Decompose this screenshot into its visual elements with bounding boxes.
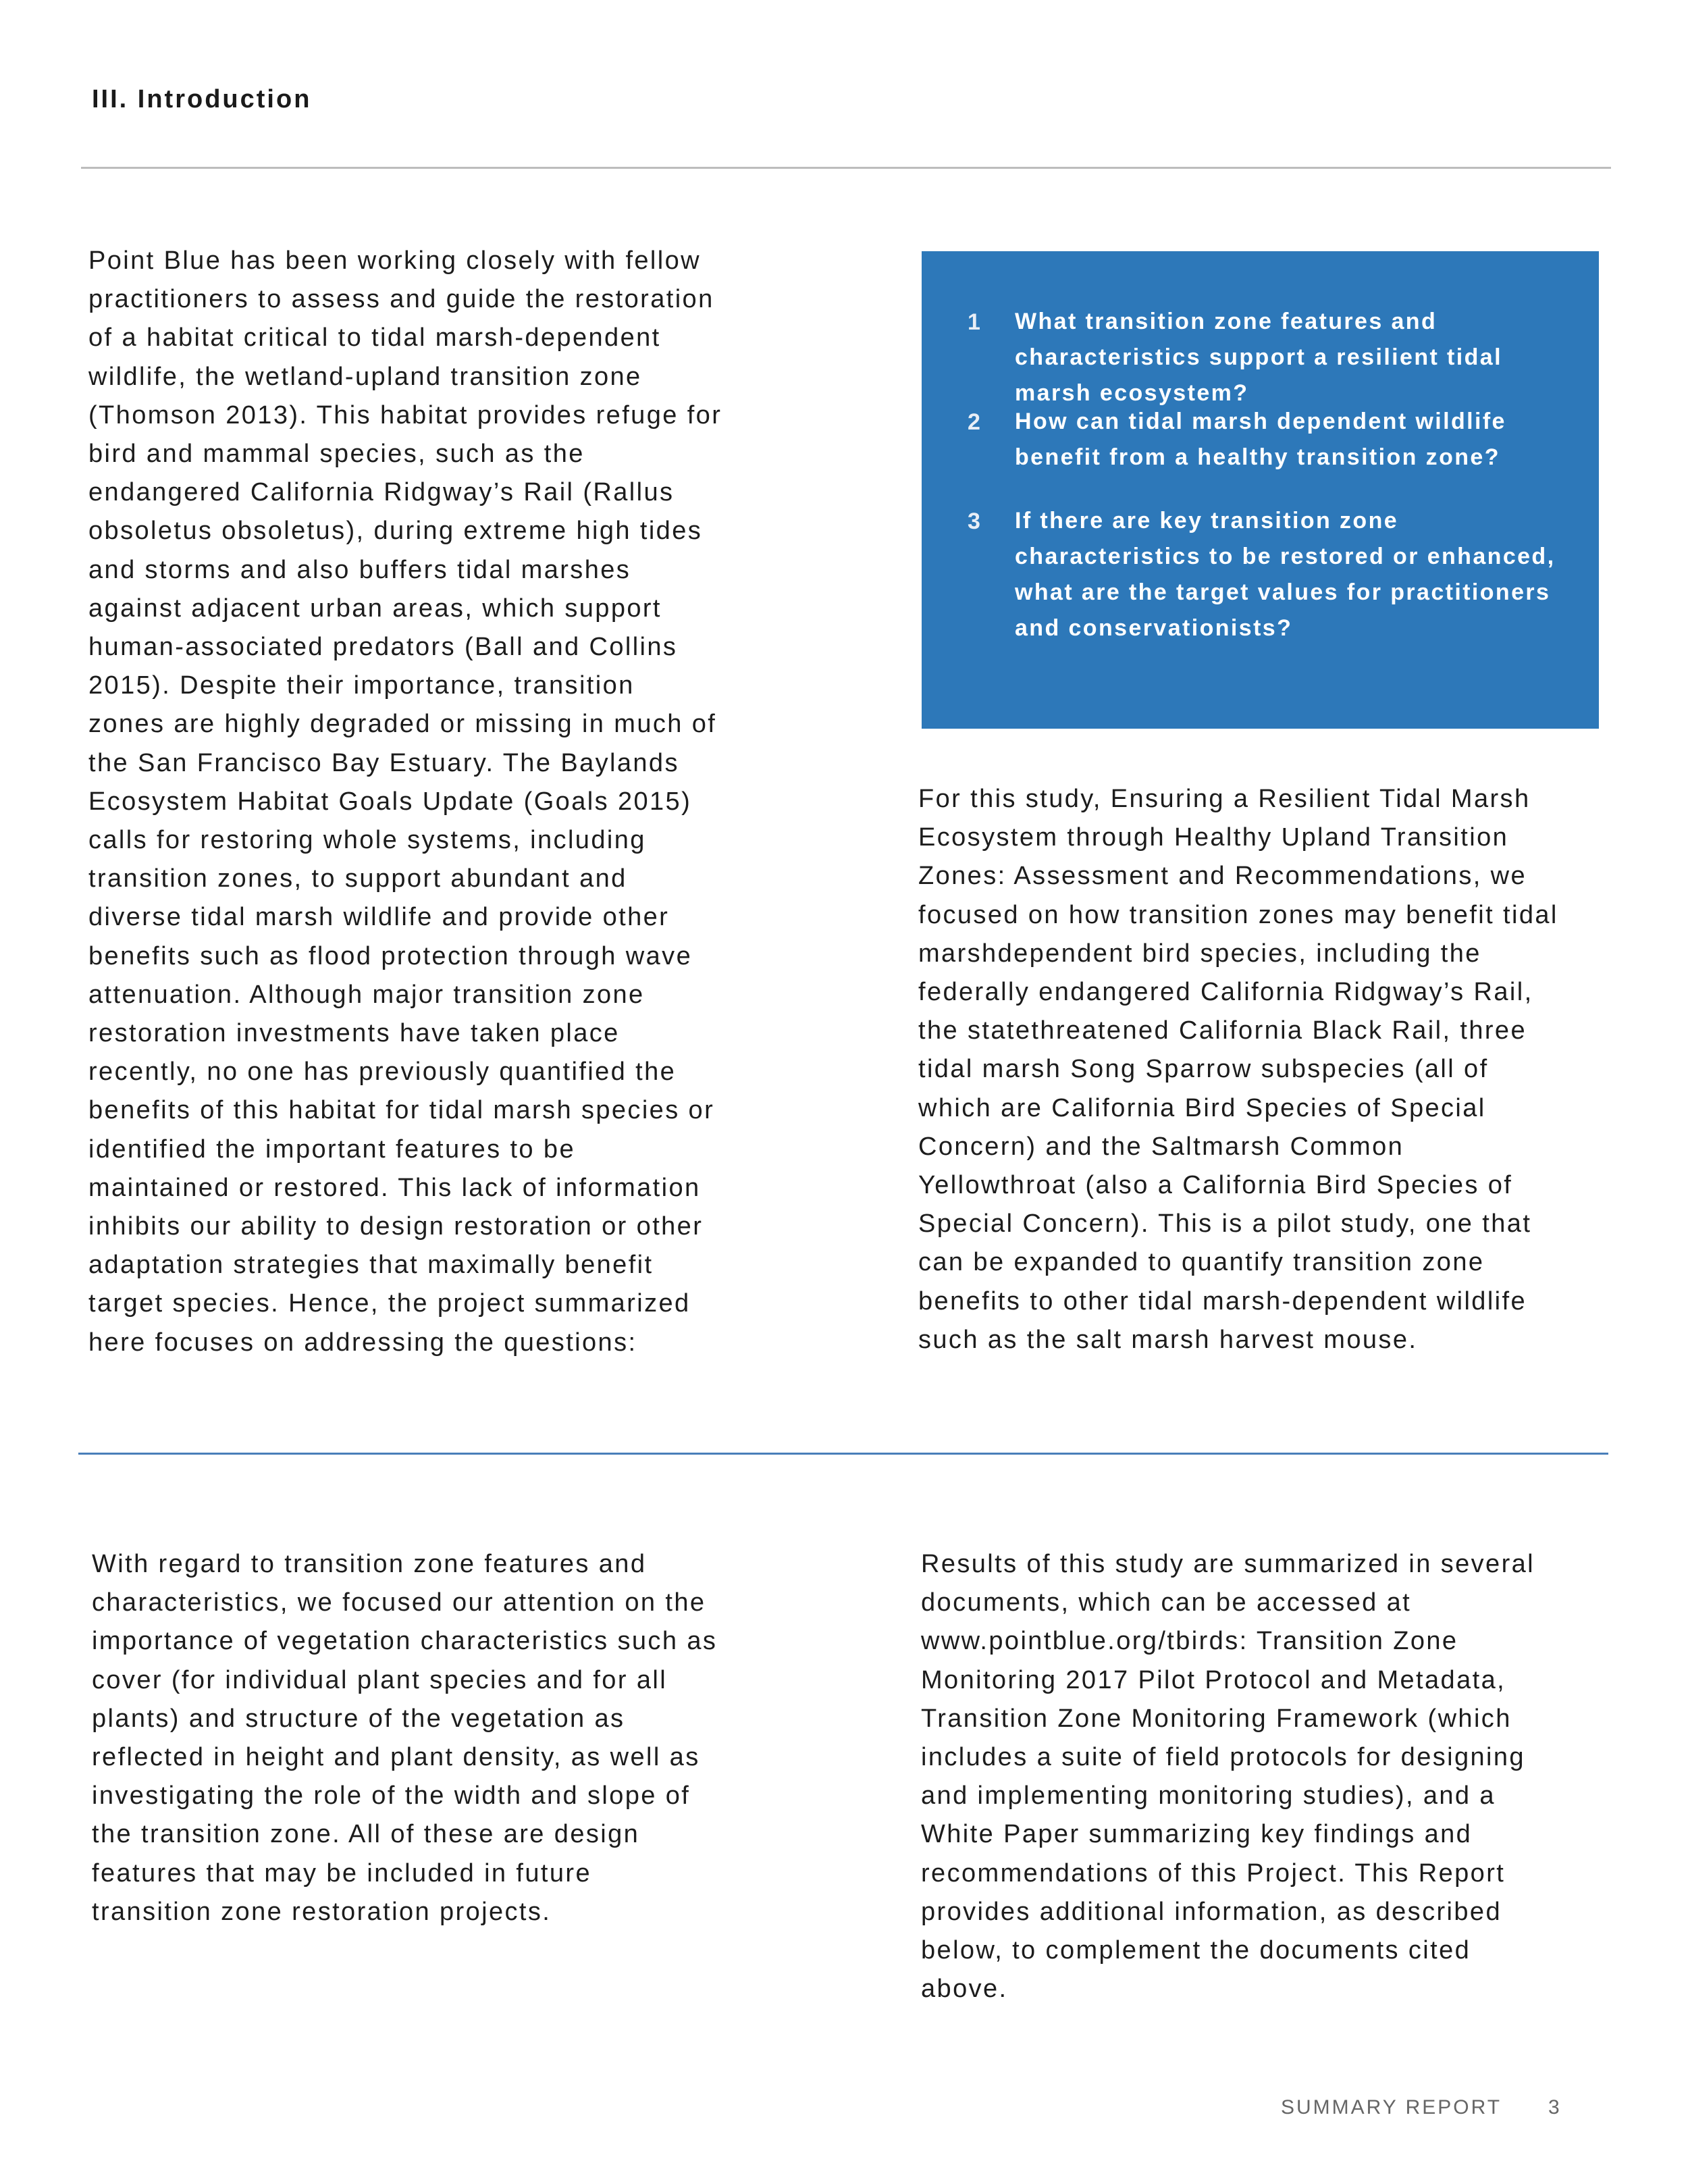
text-line: Concern) and the Saltmarsh Common [918, 1132, 1404, 1161]
text-line: Ecosystem through Healthy Upland Transition [918, 823, 1509, 852]
text-line: reflected in height and plant density, as well as [92, 1743, 700, 1772]
text-line: restoration investments have taken place [88, 1019, 620, 1048]
text-line: Yellowthroat (also a California Bird Species of [918, 1171, 1513, 1200]
questions-box [922, 251, 1599, 729]
text-line: benefits to other tidal marsh-dependent wildlife [918, 1286, 1527, 1316]
text-line: such as the salt marsh harvest mouse. [918, 1325, 1418, 1354]
text-line: benefits of this habitat for tidal marsh species or [88, 1096, 715, 1125]
intro-paragraph [88, 242, 722, 1362]
text-line: zones are highly degraded or missing in much of [88, 710, 717, 739]
text-line: bird and mammal species, such as the [88, 440, 585, 469]
text-line: here focuses on addressing the questions: [88, 1328, 637, 1357]
text-line: recently, no one has previously quantified the [88, 1058, 677, 1087]
text-line: above. [921, 1975, 1008, 2004]
text-line: cover (for individual plant species and for all [92, 1665, 668, 1694]
text-line: Special Concern). This is a pilot study, one that [918, 1210, 1532, 1239]
text-line: Monitoring 2017 Pilot Protocol and Metadata, [921, 1665, 1506, 1694]
text-line: (Thomson 2013). This habitat provides refuge for [88, 400, 722, 430]
text-line: and implementing monitoring studies), and a [921, 1782, 1496, 1811]
text-line: what are the target values for practitioners [1015, 579, 1551, 605]
text-line: below, to complement the documents cited [921, 1936, 1471, 1965]
text-line: documents, which can be accessed at [921, 1588, 1412, 1617]
text-line: attenuation. Although major transition zone [88, 980, 645, 1009]
text-line: Results of this study are summarized in several [921, 1550, 1535, 1578]
text-line: transition zones, to support abundant and [88, 864, 627, 893]
text-line: maintained or restored. This lack of information [88, 1173, 701, 1202]
text-line: against adjacent urban areas, which support [88, 594, 662, 623]
text-line: recommendations of this Project. This Report [921, 1858, 1506, 1888]
middle-divider [78, 1453, 1608, 1455]
text-line: transition zone restoration projects. [92, 1897, 552, 1926]
text-line: Ecosystem Habitat Goals Update (Goals 2015) [88, 787, 692, 816]
text-line: endangered California Ridgway’s Rail (Rallus [88, 478, 675, 507]
text-line: calls for restoring whole systems, including [88, 826, 646, 855]
text-line: investigating the role of the width and slope of [92, 1782, 691, 1811]
text-line: target species. Hence, the project summarized [88, 1289, 691, 1318]
question-number: 3 [968, 509, 980, 534]
text-line: With regard to transition zone features and [92, 1550, 647, 1578]
footer-label: SUMMARY REPORT [1281, 2096, 1502, 2118]
text-line: inhibits our ability to design restoration or other [88, 1212, 704, 1241]
text-line: importance of vegetation characteristics such as [92, 1627, 718, 1656]
text-line: obsoletus obsoletus), during extreme high tides [88, 517, 703, 546]
text-line: tidal marsh Song Sparrow subspecies (all of [918, 1055, 1489, 1084]
text-line: characteristics, we focused our attention on the [92, 1588, 706, 1617]
text-line: federally endangered California Ridgway’s Rail, [918, 978, 1533, 1007]
features-paragraph [92, 1545, 717, 1931]
text-line: How can tidal marsh dependent wildlife [1015, 409, 1506, 434]
text-line: identified the important features to be [88, 1135, 575, 1164]
study-paragraph [918, 780, 1558, 1359]
section-title: III. Introduction [92, 85, 312, 113]
text-line: If there are key transition zone [1015, 508, 1399, 534]
text-line: provides additional information, as described [921, 1897, 1502, 1926]
text-line: Point Blue has been working closely with fellow [88, 246, 701, 275]
text-line: wildlife, the wetland-upland transition zone [88, 362, 642, 391]
text-line: can be expanded to quantify transition zone [918, 1248, 1485, 1277]
text-line: of a habitat critical to tidal marsh-dependent [88, 323, 661, 353]
text-line: focused on how transition zones may benefit tidal [918, 900, 1558, 929]
text-line: plants) and structure of the vegetation as [92, 1704, 625, 1733]
text-line: which are California Bird Species of Special [918, 1093, 1486, 1122]
text-line: benefit from a healthy transition zone? [1015, 444, 1500, 470]
text-line: www.pointblue.org/tbirds: Transition Zone [921, 1627, 1458, 1656]
text-line: diverse tidal marsh wildlife and provide other [88, 903, 670, 932]
text-line: the transition zone. All of these are design [92, 1820, 640, 1849]
text-line: and storms and also buffers tidal marshes [88, 555, 631, 584]
text-line: the statethreatened California Black Rail, three [918, 1016, 1527, 1045]
results-paragraph [921, 1545, 1535, 2008]
text-line: adaptation strategies that maximally benefit [88, 1251, 654, 1280]
text-line: 2015). Despite their importance, transition [88, 671, 635, 700]
question-number: 2 [968, 409, 980, 435]
question-text [1015, 404, 1506, 475]
text-line: marsh ecosystem? [1015, 380, 1249, 406]
text-line: characteristics to be restored or enhanced, [1015, 544, 1556, 569]
text-line: White Paper summarizing key findings and [921, 1820, 1473, 1849]
text-line: and conservationists? [1015, 615, 1293, 641]
text-line: Zones: Assessment and Recommendations, we [918, 862, 1527, 891]
text-line: human-associated predators (Ball and Collins [88, 633, 678, 662]
question-text [1015, 503, 1555, 646]
text-line: What transition zone features and [1015, 309, 1438, 334]
text-line: characteristics support a resilient tidal [1015, 344, 1502, 370]
page-number: 3 [1548, 2096, 1562, 2118]
text-line: For this study, Ensuring a Resilient Tidal Marsh [918, 785, 1531, 813]
text-line: practitioners to assess and guide the restoration [88, 285, 714, 314]
text-line: benefits such as flood protection through wave [88, 941, 693, 970]
text-line: marshdependent bird species, including the [918, 939, 1481, 968]
question-number: 1 [968, 309, 980, 335]
question-text [1015, 304, 1502, 411]
text-line: features that may be included in future [92, 1858, 591, 1888]
text-line: the San Francisco Bay Estuary. The Baylands [88, 748, 679, 777]
text-line: includes a suite of field protocols for designing [921, 1743, 1525, 1772]
text-line: Transition Zone Monitoring Framework (which [921, 1704, 1512, 1733]
top-divider [81, 167, 1611, 169]
